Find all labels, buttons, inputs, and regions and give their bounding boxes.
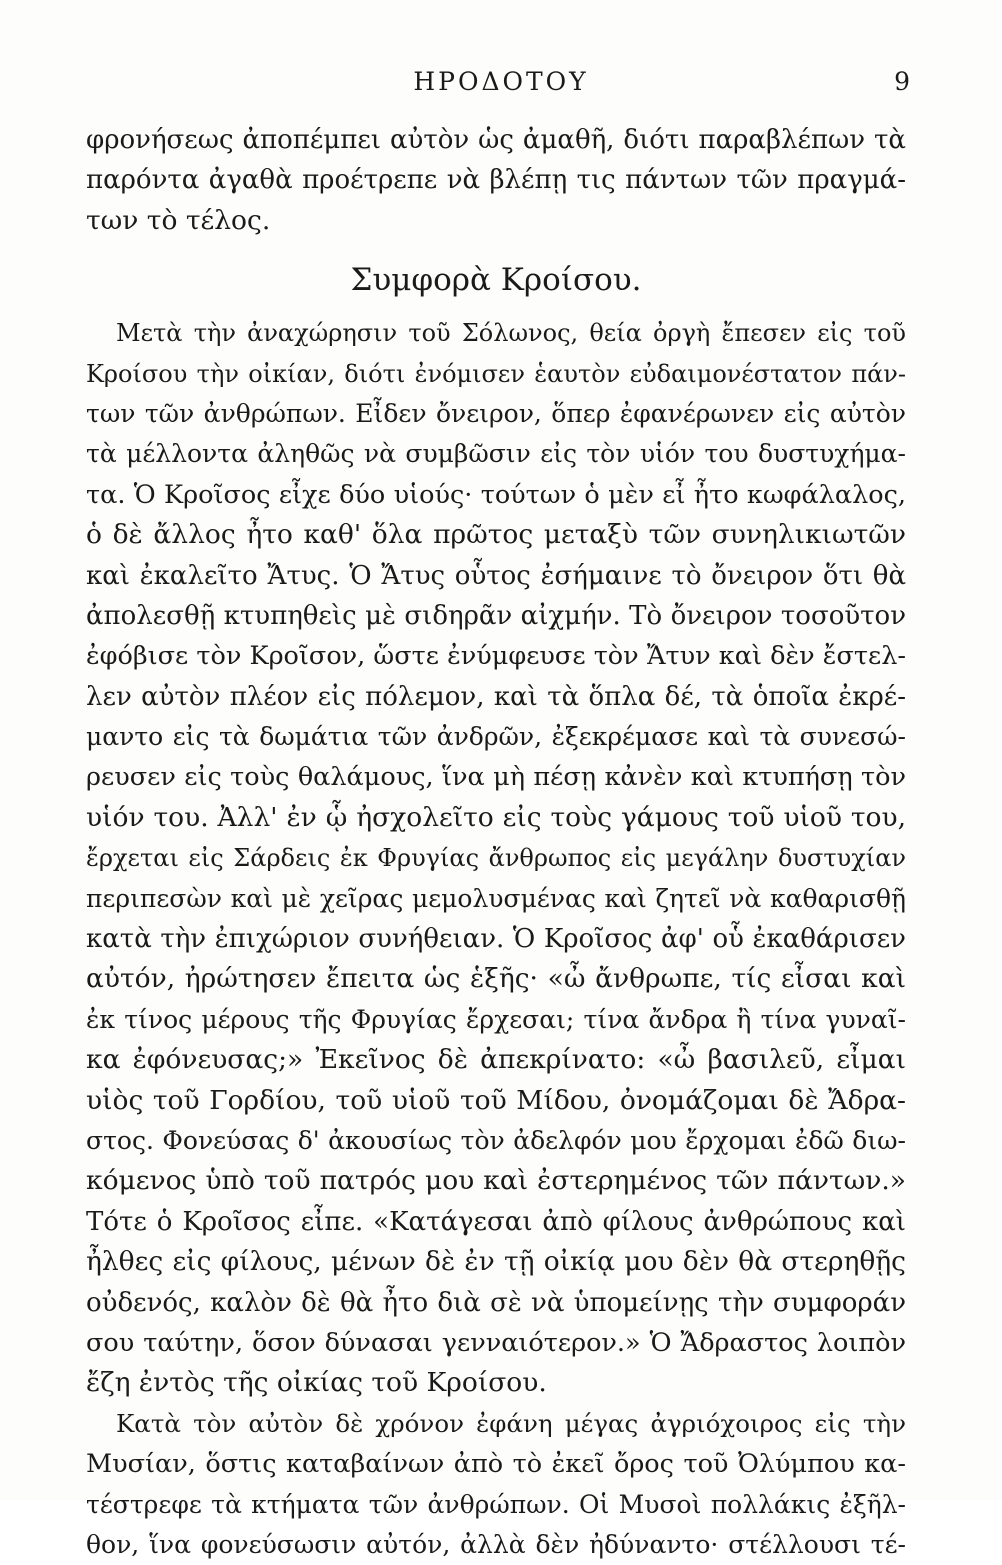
text-line: περιπεσὼν καὶ μὲ χεῖρας μεμολυσμένας καὶ ζητεῖ νὰ καθαρισθῇ xyxy=(86,883,906,913)
text-line: Μυσίαν, ὅστις καταβαίνων ἀπὸ τὸ ἐκεῖ ὄρος τοῦ Ὀλύμπου κα- xyxy=(86,1449,906,1480)
text-line: ἦλθες εἰς φίλους, μένων δὲ ἐν τῇ οἰκίᾳ μου δὲν θὰ στερηθῇς xyxy=(86,1246,906,1278)
text-line: υἱόν του. Ἀλλ' ἐν ᾧ ἠσχολεῖτο εἰς τοὺς γάμους τοῦ υἱοῦ του, xyxy=(86,801,906,833)
running-title: ΗΡΟΔΟΤΟΥ xyxy=(413,67,589,96)
text-line: των τῶν ἀνθρώπων. Εἶδεν ὄνειρον, ὅπερ ἐφανέρωνεν εἰς αὐτὸν xyxy=(86,398,906,428)
text-line: κατὰ τὴν ἐπιχώριον συνήθειαν. Ὁ Κροῖσος ἀφ' οὗ ἐκαθάρισεν xyxy=(86,924,906,955)
section-title: Συμφορὰ Κροίσου. xyxy=(350,262,642,299)
text-line: οὐδενός, καλὸν δὲ θὰ ἦτο διὰ σὲ νὰ ὑπομείνῃς τὴν συμφοράν xyxy=(86,1287,906,1318)
text-line: ἔρχεται εἰς Σάρδεις ἐκ Φρυγίας ἄνθρωπος εἰς μεγάλην δυστυχίαν xyxy=(86,844,906,873)
page-number: 9 xyxy=(894,67,910,96)
text-line: τὰ μέλλοντα ἀληθῶς νὰ συμβῶσιν εἰς τὸν υἱόν του δυστυχήμα- xyxy=(86,439,906,469)
text-line: Κροίσου τὴν οἰκίαν, διότι ἐνόμισεν ἑαυτὸν εὐδαιμονέστατον πάν- xyxy=(86,359,906,388)
text-line: φρονήσεως ἀποπέμπει αὐτὸν ὡς ἀμαθῆ, διότι παραβλέπων τὰ xyxy=(86,125,906,155)
text-line: σου ταύτην, ὅσον δύνασαι γενναιότερον.» Ὁ Ἄδραστος λοιπὸν xyxy=(86,1327,906,1358)
text-line: Κατὰ τὸν αὐτὸν δὲ χρόνον ἐφάνη μέγας ἀγριόχοιρος εἰς τὴν xyxy=(116,1408,906,1438)
text-line: παρόντα ἀγαθὰ προέτρεπε νὰ βλέπῃ τις πάντων τῶν πραγμά- xyxy=(86,165,906,196)
text-line: κόμενος ὑπὸ τοῦ πατρός μου καὶ ἐστερημένος τῶν πάντων.» xyxy=(86,1165,906,1197)
text-line: ἔζη ἐντὸς τῆς οἰκίας τοῦ Κροίσου. xyxy=(86,1367,547,1399)
paragraph-2 xyxy=(86,1404,906,1565)
body-text xyxy=(86,120,906,1565)
intro-paragraph xyxy=(86,120,906,241)
text-line: μαντο εἰς τὰ δωμάτια τῶν ἀνδρῶν, ἐξεκρέμασε καὶ τὰ συνεσώ- xyxy=(86,722,906,752)
text-line: θον, ἵνα φονεύσωσιν αὐτόν, ἀλλὰ δὲν ἠδύναντο· στέλλουσι τέ- xyxy=(86,1529,906,1559)
text-line: ρευσεν εἰς τοὺς θαλάμους, ἵνα μὴ πέσῃ κἀνὲν καὶ κτυπήσῃ τὸν xyxy=(86,762,906,793)
text-line: στος. Φονεύσας δ' ἀκουσίως τὸν ἀδελφόν μου ἔρχομαι ἐδῶ διω- xyxy=(86,1125,906,1155)
text-line: ἀπολεσθῇ κτυπηθεὶς μὲ σιδηρᾶν αἰχμήν. Τὸ ὄνειρον τοσοῦτον xyxy=(86,600,906,631)
text-line: ἐφόβισε τὸν Κροῖσον, ὥστε ἐνύμφευσε τὸν Ἄτυν καὶ δὲν ἔστελ- xyxy=(86,641,906,672)
text-line: ἐκ τίνος μέρους τῆς Φρυγίας ἔρχεσαι; τίνα ἄνδρα ἢ τίνα γυναῖ- xyxy=(86,1004,906,1034)
text-line: καὶ ἐκαλεῖτο Ἄτυς. Ὁ Ἄτυς οὗτος ἐσήμαινε τὸ ὄνειρον ὅτι θὰ xyxy=(86,560,906,591)
text-line: τα. Ὁ Κροῖσος εἶχε δύο υἱούς· τούτων ὁ μὲν εἶ ἦτο κωφάλαλος, xyxy=(86,479,906,510)
text-line: ὁ δὲ ἄλλος ἦτο καθ' ὅλα πρῶτος μεταξὺ τῶν συνηλικιωτῶν xyxy=(86,519,906,551)
text-line: υἱὸς τοῦ Γορδίου, τοῦ υἱοῦ τοῦ Μίδου, ὀνομάζομαι δὲ Ἄδρα- xyxy=(86,1084,906,1116)
text-line: Τότε ὁ Κροῖσος εἶπε. «Κατάγεσαι ἀπὸ φίλους ἀνθρώπους καὶ xyxy=(86,1206,906,1237)
text-line: αὐτόν, ἠρώτησεν ἔπειτα ὡς ἑξῆς· «ὦ ἄνθρωπε, τίς εἶσαι καὶ xyxy=(86,963,906,995)
running-head xyxy=(0,62,1002,102)
text-line: των τὸ τέλος. xyxy=(86,204,271,236)
text-line: τέστρεφε τὰ κτήματα τῶν ἀνθρώπων. Οἱ Μυσοὶ πολλάκις ἐξῆλ- xyxy=(86,1489,906,1519)
text-line: Μετὰ τὴν ἀναχώρησιν τοῦ Σόλωνος, θεία ὀργὴ ἔπεσεν εἰς τοῦ xyxy=(116,319,906,348)
text-line: κα ἐφόνευσας;» Ἐκεῖνος δὲ ἀπεκρίνατο: «ὦ βασιλεῦ, εἶμαι xyxy=(86,1044,906,1076)
paragraph-1 xyxy=(86,313,906,1404)
text-line: λεν αὐτὸν πλέον εἰς πόλεμον, καὶ τὰ ὅπλα δέ, τὰ ὁποῖα ἐκρέ- xyxy=(86,681,906,712)
